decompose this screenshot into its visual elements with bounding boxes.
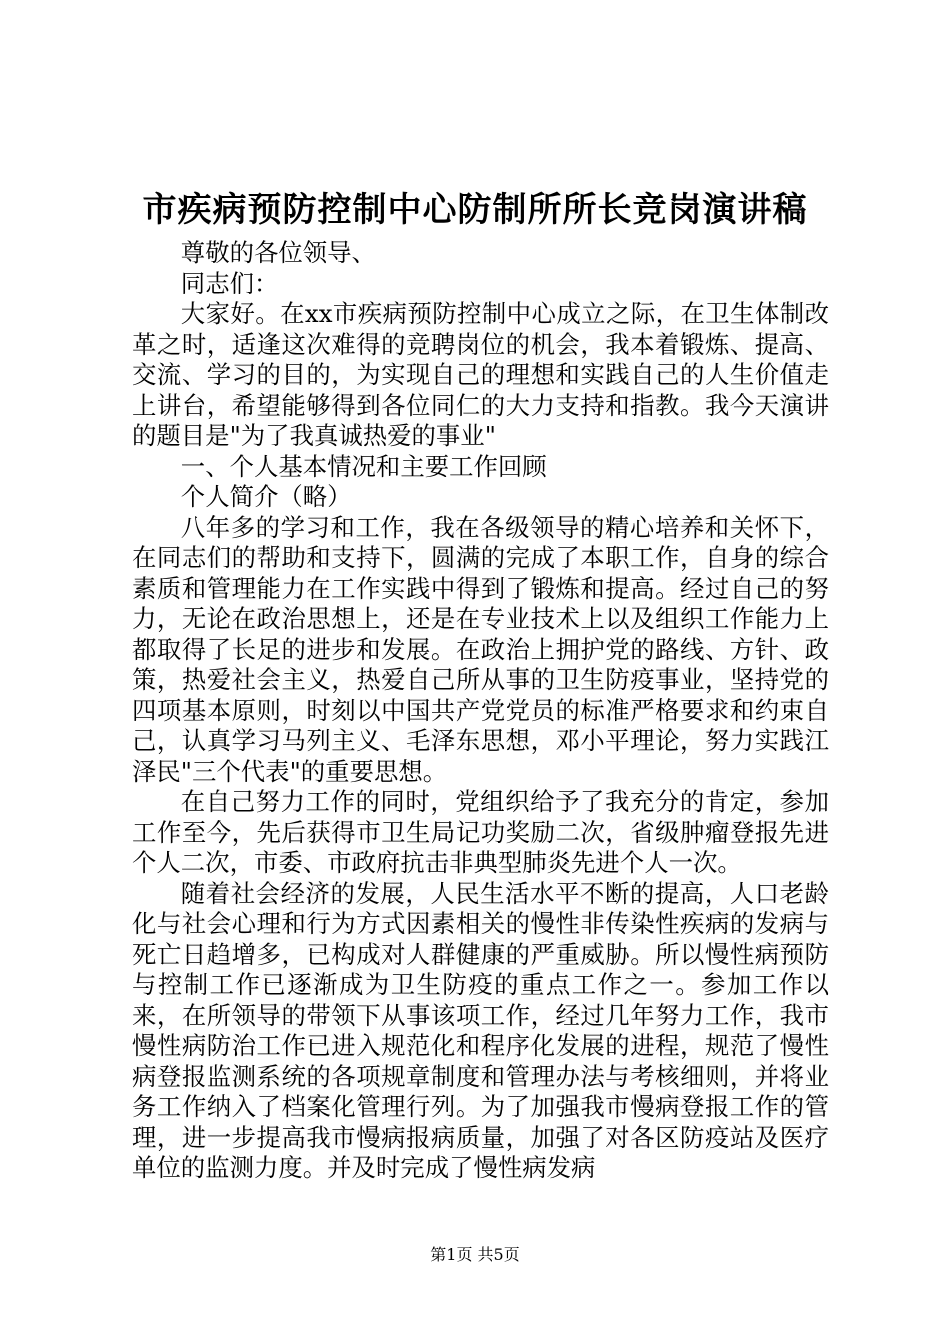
paragraph-awards: 在自己努力工作的同时，党组织给予了我充分的肯定，参加工作至今，先后获得市卫生局记功奖励二次，省级肿瘤登报先进个人二次，市委、市政府抗击非典型肺炎先进个人一次。 (132, 787, 829, 877)
paragraph-salutation-1: 尊敬的各位领导、 (180, 238, 376, 267)
paragraph-introduction: 大家好。在xx市疾病预防控制中心成立之际，在卫生体制改革之时，适逢这次难得的竞聘岗位的机会，我本着锻炼、提高、交流、学习的目的，为实现自己的理想和实践自己的人生价值走上讲台，希望能够得到各位同仁的大力支持和指教。我今天演讲的题目是"为了我真诚热爱的事业" (132, 299, 829, 450)
paragraph-profile: 个人简介（略） (180, 482, 352, 511)
page-footer: 第1页 共5页 (430, 1245, 520, 1264)
document-body (132, 238, 829, 1184)
section-heading: 一、个人基本情况和主要工作回顾 (180, 451, 547, 481)
document-title: 市疾病预防控制中心防制所所长竞岗演讲稿 (142, 190, 808, 230)
paragraph-chronic-disease-work: 随着社会经济的发展，人民生活水平不断的提高，人口老龄化与社会心理和行为方式因素相关的慢性非传染性疾病的发病与死亡日趋增多，已构成对人群健康的严重威胁。所以慢性病预防与控制工作已逐渐成为卫生防疫的重点工作之一。参加工作以来，在所领导的带领下从事该项工作，经过几年努力工作，我市慢性病防治工作已进入规范化和程序化发展的进程，规范了慢性病登报监测系统的各项规章制度和管理办法与考核细则，并将业务工作纳入了档案化管理行列。为了加强我市慢病登报工作的管理，进一步提高我市慢病报病质量，加强了对各区防疫站及医疗单位的监测力度。并及时完成了慢性病发病 (132, 878, 829, 1182)
paragraph-salutation-2: 同志们： (180, 268, 279, 298)
paragraph-experience: 八年多的学习和工作，我在各级领导的精心培养和关怀下，在同志们的帮助和支持下，圆满的完成了本职工作，自身的综合素质和管理能力在工作实践中得到了锻炼和提高。经过自己的努力，无论在政治思想上，还是在专业技术上以及组织工作能力上都取得了长足的进步和发展。在政治上拥护党的路线、方针、政策，热爱社会主义，热爱自己所从事的卫生防疫事业，坚持党的四项基本原则，时刻以中国共产党党员的标准严格要求和约束自己，认真学习马列主义、毛泽东思想，邓小平理论，努力实践江泽民"三个代表"的重要思想。 (132, 512, 829, 786)
